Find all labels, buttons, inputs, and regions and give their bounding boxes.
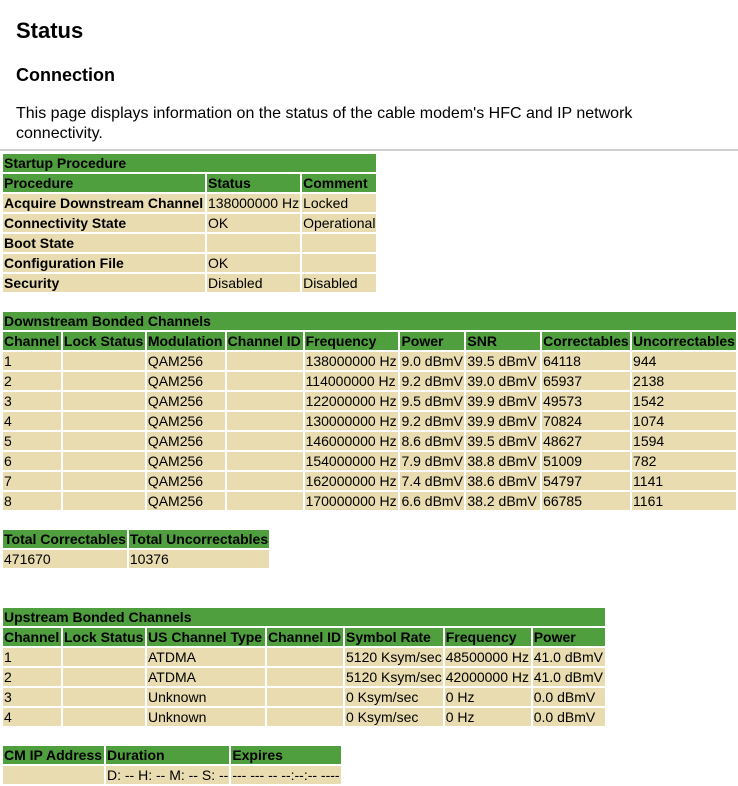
row-label: Security — [3, 274, 205, 292]
table-cell: 2 — [3, 372, 61, 390]
table-cell — [63, 392, 145, 410]
table-cell — [63, 708, 145, 726]
status-cell: Disabled — [207, 274, 300, 292]
table-cell: 7.9 dBmV — [401, 453, 463, 469]
table-row — [3, 452, 736, 470]
table-cell: 1542 — [632, 392, 736, 410]
table-cell: 9.2 dBmV — [401, 373, 463, 389]
table-cell: 42000000 Hz — [445, 669, 530, 685]
table-cell: QAM256 — [147, 472, 225, 490]
column-header: Channel ID — [227, 333, 301, 349]
table-cell — [227, 372, 303, 390]
table-row — [3, 708, 605, 726]
table-cell: 114000000 Hz — [305, 372, 399, 390]
column-header: Channel — [4, 629, 60, 645]
column-header: Uncorrectables — [633, 333, 735, 349]
comment-cell: Operational — [303, 215, 376, 231]
column-header: Channel — [4, 333, 60, 349]
table-cell — [63, 352, 145, 370]
column-header: Lock Status — [64, 629, 144, 645]
table-cell: QAM256 — [147, 492, 225, 510]
status-cell: OK — [207, 254, 300, 272]
table-cell: 1 — [3, 352, 61, 370]
table-cell — [267, 648, 343, 666]
column-header: CM IP Address — [4, 747, 103, 763]
column-header: Frequency — [305, 332, 399, 350]
table-cell: 39.9 dBmV — [466, 412, 540, 430]
table-row — [3, 392, 736, 410]
table-row — [3, 472, 736, 490]
table-cell: 5120 Ksym/sec — [346, 669, 442, 685]
table-cell: 162000000 Hz — [305, 473, 397, 489]
status-cell: 138000000 Hz — [208, 195, 300, 211]
table-cell: 38.2 dBmV — [466, 492, 540, 510]
divider — [0, 149, 738, 151]
table-cell — [63, 668, 145, 686]
table-cell — [63, 432, 145, 450]
table-title: Upstream Bonded Channels — [3, 608, 605, 626]
table-cell: 0.0 dBmV — [533, 688, 605, 706]
table-cell — [63, 688, 145, 706]
table-cell — [227, 352, 303, 370]
column-header: Status — [207, 174, 300, 192]
table-cell: 8.6 dBmV — [401, 433, 463, 449]
table-cell: 1141 — [632, 472, 736, 490]
table-cell: 51009 — [542, 452, 630, 470]
table-cell: 146000000 Hz — [305, 433, 397, 449]
table-cell — [227, 412, 303, 430]
column-header: Lock Status — [63, 333, 144, 349]
table-cell: 154000000 Hz — [305, 453, 397, 469]
table-cell: 1594 — [632, 432, 736, 450]
table-row — [3, 352, 736, 370]
table-cell: 39.0 dBmV — [466, 372, 540, 390]
table-cell: 3 — [3, 392, 61, 410]
table-cell — [227, 452, 303, 470]
table-cell: 1 — [3, 648, 61, 666]
comment-cell: Disabled — [302, 274, 376, 292]
table-cell: QAM256 — [147, 392, 225, 410]
column-header: Symbol Rate — [345, 628, 443, 646]
table-cell — [63, 452, 145, 470]
table-cell: QAM256 — [147, 372, 225, 390]
table-cell: ATDMA — [147, 648, 265, 666]
table-cell: 0.0 dBmV — [533, 708, 605, 726]
table-cell: 64118 — [542, 352, 630, 370]
table-cell: 0 Ksym/sec — [345, 708, 443, 726]
column-header: Frequency — [445, 628, 531, 646]
table-cell: 5120 Ksym/sec — [346, 649, 442, 665]
table-cell: 38.6 dBmV — [466, 472, 540, 490]
table-cell: QAM256 — [147, 412, 225, 430]
table-cell: 6 — [3, 452, 61, 470]
table-cell: QAM256 — [147, 452, 225, 470]
table-cell: 0 Ksym/sec — [345, 688, 443, 706]
row-label: Connectivity State — [3, 214, 205, 232]
table-cell: 0 Hz — [445, 708, 531, 726]
duration-value: D: -- H: -- M: -- S: -- — [107, 767, 229, 783]
row-label: Configuration File — [3, 254, 205, 272]
table-cell: 4 — [3, 708, 61, 726]
table-cell: 944 — [632, 352, 736, 370]
table-cell: 7 — [3, 472, 61, 490]
table-cell: 4 — [3, 412, 61, 430]
table-cell: 170000000 Hz — [305, 493, 397, 509]
column-header: Expires — [231, 746, 340, 764]
column-header: US Channel Type — [147, 628, 265, 646]
table-cell: 6.6 dBmV — [401, 493, 463, 509]
table-cell: 138000000 Hz — [305, 353, 397, 369]
column-header: Duration — [106, 746, 229, 764]
status-cell — [207, 234, 300, 252]
expires-value: --- --- -- --:--:-- ---- — [232, 767, 340, 783]
table-cell — [63, 492, 145, 510]
table-cell: 41.0 dBmV — [533, 649, 603, 665]
table-cell: 39.5 dBmV — [466, 352, 540, 370]
table-cell — [63, 372, 145, 390]
table-cell: 9.5 dBmV — [401, 393, 463, 409]
table-cell: 2138 — [632, 372, 736, 390]
downstream-channels-table — [1, 310, 738, 512]
table-cell: 9.0 dBmV — [401, 353, 463, 369]
total-correctables-value: 471670 — [3, 550, 127, 568]
table-cell: 39.5 dBmV — [466, 432, 540, 450]
column-header: Power — [533, 628, 605, 646]
table-cell: 70824 — [542, 412, 630, 430]
column-header: Correctables — [543, 333, 629, 349]
table-cell: 2 — [3, 668, 61, 686]
table-cell: 1074 — [632, 412, 736, 430]
column-header: Total Correctables — [4, 531, 126, 547]
table-cell: ATDMA — [147, 668, 265, 686]
row-label: Acquire Downstream Channel — [4, 195, 204, 211]
table-cell: Unknown — [147, 688, 265, 706]
status-cell: OK — [207, 214, 300, 232]
table-row — [3, 688, 605, 706]
table-cell: 39.9 dBmV — [466, 392, 540, 410]
totals-table — [1, 528, 271, 570]
table-cell — [267, 668, 343, 686]
table-row — [3, 432, 736, 450]
column-header: Channel ID — [268, 629, 342, 645]
table-cell: 1161 — [632, 492, 736, 510]
table-cell: QAM256 — [147, 352, 225, 370]
column-header: Total Uncorrectables — [129, 531, 269, 547]
table-cell: 782 — [632, 452, 736, 470]
column-header: Modulation — [147, 332, 225, 350]
table-cell — [63, 412, 145, 430]
comment-cell: Locked — [302, 194, 376, 212]
table-cell: Unknown — [147, 708, 265, 726]
table-cell — [227, 472, 303, 490]
table-cell — [227, 492, 303, 510]
table-cell: 38.8 dBmV — [466, 452, 540, 470]
startup-procedure-table — [1, 152, 378, 294]
table-cell — [267, 708, 343, 726]
column-header: Comment — [302, 174, 376, 192]
column-header: SNR — [466, 332, 540, 350]
table-cell: 122000000 Hz — [305, 393, 397, 409]
table-row — [3, 668, 605, 686]
table-cell: 48500000 Hz — [445, 649, 530, 665]
table-row — [3, 492, 736, 510]
table-cell: QAM256 — [147, 432, 225, 450]
table-cell: 65937 — [542, 372, 630, 390]
cm-ip-table — [1, 744, 343, 786]
table-cell: 49573 — [542, 392, 630, 410]
table-cell — [63, 472, 145, 490]
comment-cell — [302, 254, 376, 272]
table-cell: 0 Hz — [445, 688, 531, 706]
table-cell — [267, 688, 343, 706]
table-cell — [227, 392, 303, 410]
table-cell: 8 — [3, 492, 61, 510]
comment-cell — [302, 234, 376, 252]
table-cell: 5 — [3, 432, 61, 450]
page-description: This page displays information on the status of the cable modem's HFC and IP network connectivity. — [16, 105, 633, 142]
cm-ip-address-value — [3, 766, 104, 784]
table-row — [3, 412, 736, 430]
table-cell: 3 — [3, 688, 61, 706]
table-row — [3, 648, 605, 666]
column-header: Procedure — [3, 174, 205, 192]
table-cell: 54797 — [542, 472, 630, 490]
table-title: Downstream Bonded Channels — [3, 312, 736, 330]
table-cell — [63, 648, 145, 666]
table-cell: 9.2 dBmV — [401, 413, 463, 429]
upstream-channels-table — [1, 606, 607, 728]
page-subtitle: Connection — [16, 65, 115, 85]
table-cell — [227, 432, 303, 450]
table-cell: 41.0 dBmV — [533, 669, 603, 685]
table-row — [3, 372, 736, 390]
table-cell: 48627 — [542, 432, 630, 450]
table-cell: 66785 — [542, 492, 630, 510]
total-uncorrectables-value: 10376 — [129, 550, 269, 568]
table-cell: 7.4 dBmV — [401, 473, 463, 489]
row-label: Boot State — [3, 234, 205, 252]
table-title: Startup Procedure — [3, 154, 376, 172]
column-header: Power — [400, 332, 464, 350]
page-title: Status — [16, 18, 84, 43]
table-cell: 130000000 Hz — [305, 413, 397, 429]
